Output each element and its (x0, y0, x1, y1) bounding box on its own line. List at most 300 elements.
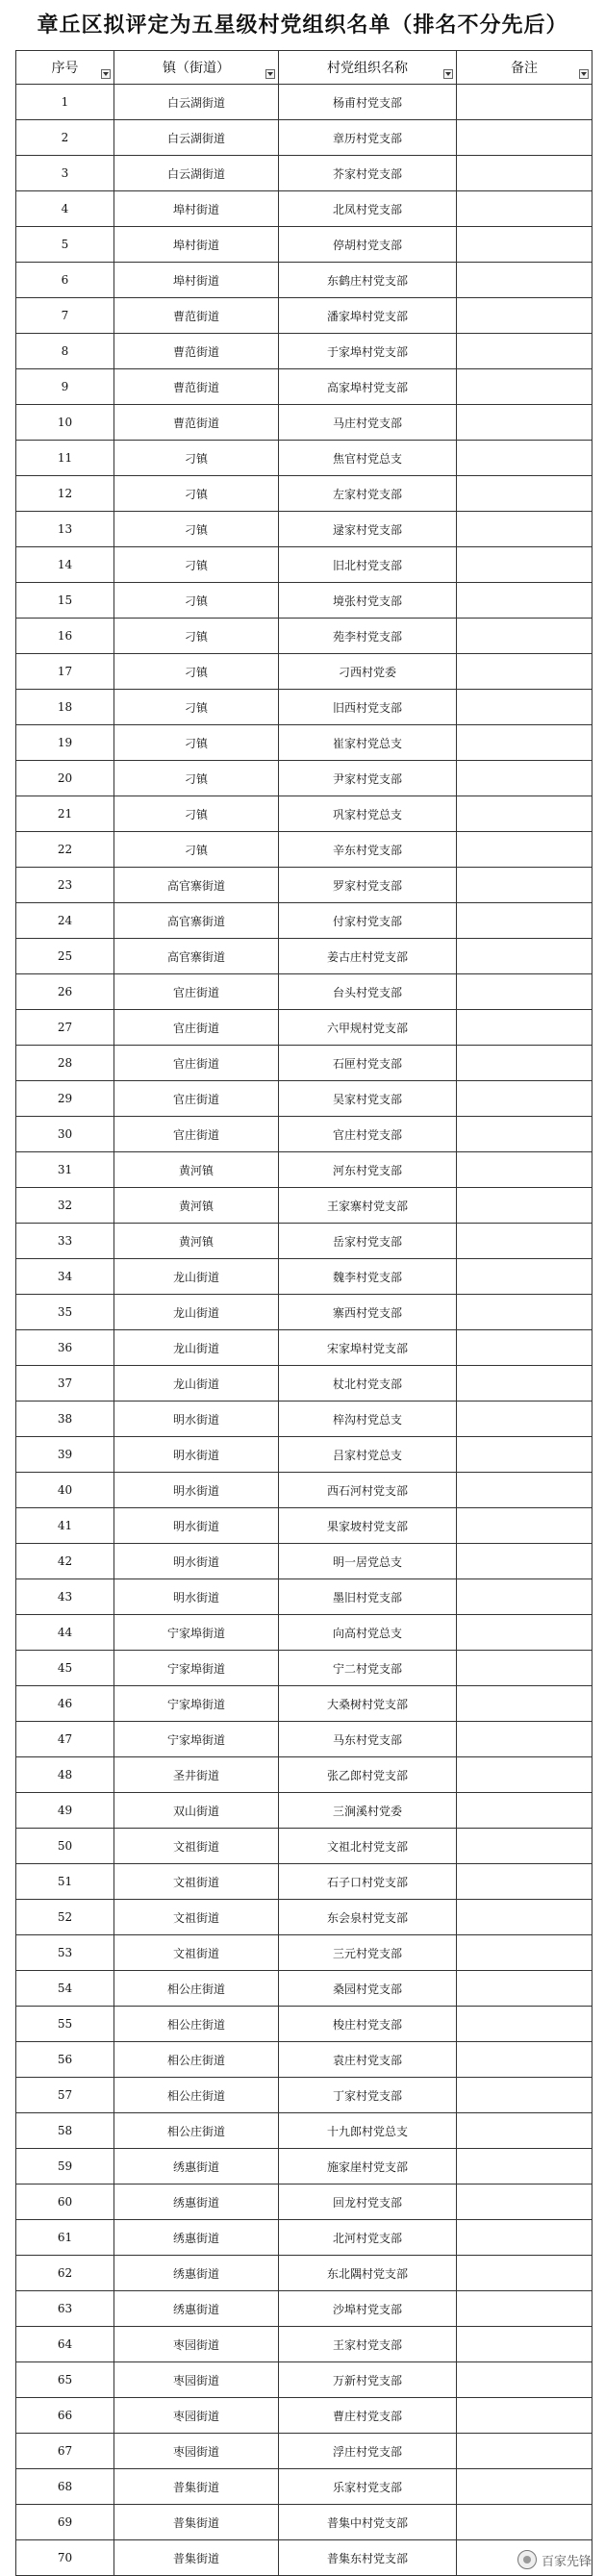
organization-name-cell: 梓沟村党总支 (279, 1402, 457, 1437)
remarks-cell (457, 2434, 592, 2469)
town-cell: 高官寨街道 (114, 903, 279, 939)
remarks-cell (457, 1224, 592, 1259)
row-index-cell: 55 (16, 2007, 114, 2042)
row-index-cell: 3 (16, 156, 114, 191)
row-index-cell: 43 (16, 1579, 114, 1615)
table-row (16, 369, 592, 405)
row-index-cell: 6 (16, 263, 114, 298)
table-row (16, 796, 592, 832)
organization-name-cell: 宁二村党支部 (279, 1651, 457, 1686)
organization-name-cell: 十九郎村党总支 (279, 2113, 457, 2149)
town-cell: 白云湖街道 (114, 120, 279, 156)
row-index-cell: 54 (16, 1971, 114, 2007)
table-row (16, 263, 592, 298)
table-row (16, 2185, 592, 2220)
table-row (16, 476, 592, 512)
remarks-cell (457, 1366, 592, 1402)
table-row (16, 2256, 592, 2291)
organization-name-cell: 巩家村党总支 (279, 796, 457, 832)
town-cell: 刁镇 (114, 547, 279, 583)
town-cell: 官庄街道 (114, 974, 279, 1010)
row-index-cell: 33 (16, 1224, 114, 1259)
remarks-cell (457, 476, 592, 512)
row-index-cell: 66 (16, 2398, 114, 2434)
town-cell: 刁镇 (114, 654, 279, 690)
town-cell: 相公庄街道 (114, 2042, 279, 2078)
organization-name-cell: 宋家埠村党支部 (279, 1330, 457, 1366)
town-cell: 官庄街道 (114, 1081, 279, 1117)
row-index-cell: 7 (16, 298, 114, 334)
organization-name-cell: 崔家村党总支 (279, 725, 457, 761)
organization-name-cell: 于家埠村党支部 (279, 334, 457, 369)
row-index-cell: 36 (16, 1330, 114, 1366)
remarks-cell (457, 263, 592, 298)
town-cell: 龙山街道 (114, 1259, 279, 1295)
remarks-cell (457, 334, 592, 369)
remarks-cell (457, 1188, 592, 1224)
organization-name-cell: 梭庄村党支部 (279, 2007, 457, 2042)
organization-name-cell: 大桑树村党支部 (279, 1686, 457, 1722)
row-index-cell: 70 (16, 2540, 114, 2576)
town-cell: 刁镇 (114, 690, 279, 725)
table-row (16, 654, 592, 690)
table-row (16, 974, 592, 1010)
row-index-cell: 30 (16, 1117, 114, 1152)
remarks-cell (457, 2362, 592, 2398)
row-index-cell: 48 (16, 1757, 114, 1793)
town-cell: 普集街道 (114, 2540, 279, 2576)
filter-dropdown-icon[interactable] (101, 69, 111, 79)
remarks-cell (457, 1544, 592, 1579)
organization-name-cell: 六甲规村党支部 (279, 1010, 457, 1046)
table-row (16, 227, 592, 263)
row-index-cell: 57 (16, 2078, 114, 2113)
row-index-cell: 65 (16, 2362, 114, 2398)
organization-name-cell: 台头村党支部 (279, 974, 457, 1010)
town-cell: 相公庄街道 (114, 1971, 279, 2007)
remarks-cell (457, 903, 592, 939)
organization-name-cell: 曹庄村党支部 (279, 2398, 457, 2434)
organization-name-cell: 王家村党支部 (279, 2327, 457, 2362)
remarks-cell (457, 1081, 592, 1117)
town-cell: 明水街道 (114, 1402, 279, 1437)
town-cell: 文祖街道 (114, 1829, 279, 1864)
row-index-cell: 44 (16, 1615, 114, 1651)
organization-name-cell: 焦官村党总支 (279, 441, 457, 476)
organization-name-cell: 东会泉村党支部 (279, 1900, 457, 1935)
row-index-cell: 23 (16, 868, 114, 903)
table-row (16, 512, 592, 547)
row-index-cell: 67 (16, 2434, 114, 2469)
organization-name-cell: 王家寨村党支部 (279, 1188, 457, 1224)
watermark (517, 2550, 592, 2569)
row-index-cell: 31 (16, 1152, 114, 1188)
organization-name-cell: 境张村党支部 (279, 583, 457, 619)
remarks-cell (457, 2327, 592, 2362)
row-index-cell: 40 (16, 1473, 114, 1508)
organization-name-cell: 普集东村党支部 (279, 2540, 457, 2576)
table-row (16, 2149, 592, 2185)
table-row (16, 2078, 592, 2113)
town-cell: 黄河镇 (114, 1152, 279, 1188)
organization-name-cell: 北凤村党支部 (279, 191, 457, 227)
row-index-cell: 47 (16, 1722, 114, 1757)
table-row (16, 298, 592, 334)
remarks-cell (457, 1615, 592, 1651)
organization-name-cell: 章历村党支部 (279, 120, 457, 156)
remarks-cell (457, 120, 592, 156)
row-index-cell: 68 (16, 2469, 114, 2505)
remarks-cell (457, 725, 592, 761)
row-index-cell: 59 (16, 2149, 114, 2185)
row-index-cell: 62 (16, 2256, 114, 2291)
remarks-cell (457, 2469, 592, 2505)
table-row (16, 1402, 592, 1437)
table-row (16, 2434, 592, 2469)
table-row (16, 2398, 592, 2434)
town-cell: 官庄街道 (114, 1010, 279, 1046)
row-index-cell: 13 (16, 512, 114, 547)
town-cell: 绣惠街道 (114, 2220, 279, 2256)
remarks-cell (457, 1829, 592, 1864)
row-index-cell: 16 (16, 619, 114, 654)
organization-name-cell: 施家崖村党支部 (279, 2149, 457, 2185)
organization-name-cell: 停胡村党支部 (279, 227, 457, 263)
organization-name-cell: 丁家村党支部 (279, 2078, 457, 2113)
town-cell: 曹范街道 (114, 334, 279, 369)
table-row (16, 2469, 592, 2505)
remarks-cell (457, 654, 592, 690)
remarks-cell (457, 868, 592, 903)
organization-name-cell: 万新村党支部 (279, 2362, 457, 2398)
table-row (16, 2362, 592, 2398)
organization-name-cell: 杨甫村党支部 (279, 85, 457, 120)
town-cell: 文祖街道 (114, 1900, 279, 1935)
row-index-cell: 12 (16, 476, 114, 512)
town-cell: 相公庄街道 (114, 2113, 279, 2149)
table-row (16, 1188, 592, 1224)
row-index-cell: 10 (16, 405, 114, 441)
document-title: 章丘区拟评定为五星级村党组织名单（排名不分先后） (37, 13, 568, 38)
organization-name-cell: 桑园村党支部 (279, 1971, 457, 2007)
row-index-cell: 5 (16, 227, 114, 263)
remarks-cell (457, 1508, 592, 1544)
table-header-row (16, 51, 592, 85)
town-cell: 宁家埠街道 (114, 1651, 279, 1686)
table-row (16, 2505, 592, 2540)
row-index-cell: 61 (16, 2220, 114, 2256)
row-index-cell: 2 (16, 120, 114, 156)
table-row (16, 1579, 592, 1615)
row-index-cell: 27 (16, 1010, 114, 1046)
town-cell: 黄河镇 (114, 1224, 279, 1259)
remarks-cell (457, 2149, 592, 2185)
town-cell: 龙山街道 (114, 1330, 279, 1366)
organization-name-cell: 杖北村党支部 (279, 1366, 457, 1402)
organization-name-cell: 西石河村党支部 (279, 1473, 457, 1508)
remarks-cell (457, 796, 592, 832)
organization-name-cell: 文祖北村党支部 (279, 1829, 457, 1864)
table-row (16, 334, 592, 369)
table-row (16, 690, 592, 725)
town-cell: 明水街道 (114, 1544, 279, 1579)
table-row (16, 1757, 592, 1793)
town-cell: 刁镇 (114, 832, 279, 868)
remarks-cell (457, 1757, 592, 1793)
organization-name-cell: 左家村党支部 (279, 476, 457, 512)
town-cell: 埠村街道 (114, 191, 279, 227)
header-cell-town (114, 51, 279, 85)
table-row (16, 85, 592, 120)
remarks-cell (457, 1686, 592, 1722)
filter-dropdown-icon[interactable] (443, 69, 453, 79)
remarks-cell (457, 1935, 592, 1971)
remarks-cell (457, 298, 592, 334)
remarks-cell (457, 761, 592, 796)
row-index-cell: 63 (16, 2291, 114, 2327)
table-row (16, 2540, 592, 2576)
table-row (16, 1651, 592, 1686)
remarks-cell (457, 1651, 592, 1686)
row-index-cell: 9 (16, 369, 114, 405)
organization-name-cell: 旧西村党支部 (279, 690, 457, 725)
organization-name-cell: 袁庄村党支部 (279, 2042, 457, 2078)
remarks-cell (457, 191, 592, 227)
header-cell-organization (279, 51, 457, 85)
row-index-cell: 56 (16, 2042, 114, 2078)
table-row (16, 619, 592, 654)
table-row (16, 1544, 592, 1579)
remarks-cell (457, 1473, 592, 1508)
town-cell: 圣井街道 (114, 1757, 279, 1793)
table-row (16, 1330, 592, 1366)
town-cell: 普集街道 (114, 2505, 279, 2540)
watermark-text: 百家先锋 (541, 2554, 592, 2569)
remarks-cell (457, 405, 592, 441)
table-row (16, 2007, 592, 2042)
row-index-cell: 58 (16, 2113, 114, 2149)
organization-name-cell: 张乙郎村党支部 (279, 1757, 457, 1793)
remarks-cell (457, 1259, 592, 1295)
town-cell: 相公庄街道 (114, 2007, 279, 2042)
remarks-cell (457, 2256, 592, 2291)
row-index-cell: 4 (16, 191, 114, 227)
row-index-cell: 52 (16, 1900, 114, 1935)
town-cell: 刁镇 (114, 476, 279, 512)
organization-name-cell: 魏李村党支部 (279, 1259, 457, 1295)
remarks-cell (457, 2291, 592, 2327)
remarks-cell (457, 1793, 592, 1829)
organization-name-cell: 普集中村党支部 (279, 2505, 457, 2540)
town-cell: 文祖街道 (114, 1935, 279, 1971)
town-cell: 龙山街道 (114, 1295, 279, 1330)
row-index-cell: 37 (16, 1366, 114, 1402)
town-cell: 高官寨街道 (114, 939, 279, 974)
town-cell: 刁镇 (114, 796, 279, 832)
row-index-cell: 14 (16, 547, 114, 583)
row-index-cell: 17 (16, 654, 114, 690)
organization-name-cell: 岳家村党支部 (279, 1224, 457, 1259)
table-row (16, 761, 592, 796)
table-row (16, 1117, 592, 1152)
table-row (16, 1224, 592, 1259)
town-cell: 刁镇 (114, 512, 279, 547)
organization-name-cell: 马庄村党支部 (279, 405, 457, 441)
table-row (16, 725, 592, 761)
row-index-cell: 20 (16, 761, 114, 796)
filter-dropdown-icon[interactable] (265, 69, 275, 79)
town-cell: 埠村街道 (114, 227, 279, 263)
town-cell: 官庄街道 (114, 1117, 279, 1152)
row-index-cell: 11 (16, 441, 114, 476)
remarks-cell (457, 2220, 592, 2256)
town-cell: 绣惠街道 (114, 2149, 279, 2185)
organization-name-cell: 付家村党支部 (279, 903, 457, 939)
organization-name-cell: 姜古庄村党支部 (279, 939, 457, 974)
header-label: 村党组织名称 (327, 61, 408, 76)
organization-name-cell: 东鹤庄村党支部 (279, 263, 457, 298)
table-row (16, 1829, 592, 1864)
table-row (16, 1152, 592, 1188)
organization-name-cell: 逯家村党支部 (279, 512, 457, 547)
town-cell: 白云湖街道 (114, 156, 279, 191)
remarks-cell (457, 974, 592, 1010)
town-cell: 绣惠街道 (114, 2256, 279, 2291)
organization-name-cell: 旧北村党支部 (279, 547, 457, 583)
row-index-cell: 22 (16, 832, 114, 868)
remarks-cell (457, 2185, 592, 2220)
town-cell: 宁家埠街道 (114, 1686, 279, 1722)
header-label: 备注 (511, 61, 538, 76)
remarks-cell (457, 1152, 592, 1188)
remarks-cell (457, 2042, 592, 2078)
remarks-cell (457, 156, 592, 191)
town-cell: 明水街道 (114, 1508, 279, 1544)
town-cell: 明水街道 (114, 1473, 279, 1508)
table-row (16, 2327, 592, 2362)
organization-name-cell: 吴家村党支部 (279, 1081, 457, 1117)
organization-name-cell: 东北隅村党支部 (279, 2256, 457, 2291)
row-index-cell: 8 (16, 334, 114, 369)
remarks-cell (457, 2078, 592, 2113)
remarks-cell (457, 2113, 592, 2149)
filter-dropdown-icon[interactable] (579, 69, 589, 79)
remarks-cell (457, 1010, 592, 1046)
remarks-cell (457, 583, 592, 619)
row-index-cell: 49 (16, 1793, 114, 1829)
table-row (16, 1793, 592, 1829)
row-index-cell: 29 (16, 1081, 114, 1117)
table-row (16, 1900, 592, 1935)
table-row (16, 405, 592, 441)
table-row (16, 1473, 592, 1508)
row-index-cell: 60 (16, 2185, 114, 2220)
town-cell: 刁镇 (114, 583, 279, 619)
organization-name-cell: 吕家村党总支 (279, 1437, 457, 1473)
town-cell: 黄河镇 (114, 1188, 279, 1224)
table-row (16, 2113, 592, 2149)
table-body (16, 85, 592, 2576)
organization-name-cell: 马东村党支部 (279, 1722, 457, 1757)
table-row (16, 1686, 592, 1722)
town-cell: 枣园街道 (114, 2327, 279, 2362)
town-cell: 明水街道 (114, 1579, 279, 1615)
organization-name-cell: 河东村党支部 (279, 1152, 457, 1188)
row-index-cell: 42 (16, 1544, 114, 1579)
party-organization-table (15, 50, 592, 2576)
row-index-cell: 35 (16, 1295, 114, 1330)
town-cell: 埠村街道 (114, 263, 279, 298)
header-cell-remarks (457, 51, 592, 85)
table-row (16, 1081, 592, 1117)
row-index-cell: 25 (16, 939, 114, 974)
organization-name-cell: 刁西村党委 (279, 654, 457, 690)
remarks-cell (457, 939, 592, 974)
organization-name-cell: 明一居党总支 (279, 1544, 457, 1579)
organization-name-cell: 回龙村党支部 (279, 2185, 457, 2220)
town-cell: 文祖街道 (114, 1864, 279, 1900)
organization-name-cell: 官庄村党支部 (279, 1117, 457, 1152)
row-index-cell: 26 (16, 974, 114, 1010)
town-cell: 普集街道 (114, 2469, 279, 2505)
row-index-cell: 53 (16, 1935, 114, 1971)
row-index-cell: 18 (16, 690, 114, 725)
town-cell: 枣园街道 (114, 2434, 279, 2469)
table-row (16, 2220, 592, 2256)
town-cell: 绣惠街道 (114, 2185, 279, 2220)
remarks-cell (457, 1046, 592, 1081)
remarks-cell (457, 512, 592, 547)
town-cell: 白云湖街道 (114, 85, 279, 120)
row-index-cell: 32 (16, 1188, 114, 1224)
row-index-cell: 21 (16, 796, 114, 832)
table-row (16, 1864, 592, 1900)
table-row (16, 547, 592, 583)
remarks-cell (457, 2007, 592, 2042)
town-cell: 曹范街道 (114, 369, 279, 405)
remarks-cell (457, 1579, 592, 1615)
row-index-cell: 38 (16, 1402, 114, 1437)
row-index-cell: 39 (16, 1437, 114, 1473)
table-row (16, 1259, 592, 1295)
table-row (16, 1295, 592, 1330)
town-cell: 刁镇 (114, 441, 279, 476)
table-row (16, 1437, 592, 1473)
organization-name-cell: 石匣村党支部 (279, 1046, 457, 1081)
table-row (16, 1935, 592, 1971)
organization-name-cell: 北河村党支部 (279, 2220, 457, 2256)
remarks-cell (457, 1437, 592, 1473)
table-row (16, 120, 592, 156)
table-row (16, 903, 592, 939)
remarks-cell (457, 1864, 592, 1900)
remarks-cell (457, 1971, 592, 2007)
town-cell: 官庄街道 (114, 1046, 279, 1081)
table-row (16, 939, 592, 974)
town-cell: 相公庄街道 (114, 2078, 279, 2113)
table-row (16, 441, 592, 476)
table-row (16, 1046, 592, 1081)
table-row (16, 2042, 592, 2078)
remarks-cell (457, 2398, 592, 2434)
remarks-cell (457, 690, 592, 725)
town-cell: 宁家埠街道 (114, 1615, 279, 1651)
town-cell: 枣园街道 (114, 2398, 279, 2434)
header-label: 镇（街道） (163, 61, 230, 76)
town-cell: 曹范街道 (114, 405, 279, 441)
organization-name-cell: 石子口村党支部 (279, 1864, 457, 1900)
table-row (16, 1508, 592, 1544)
